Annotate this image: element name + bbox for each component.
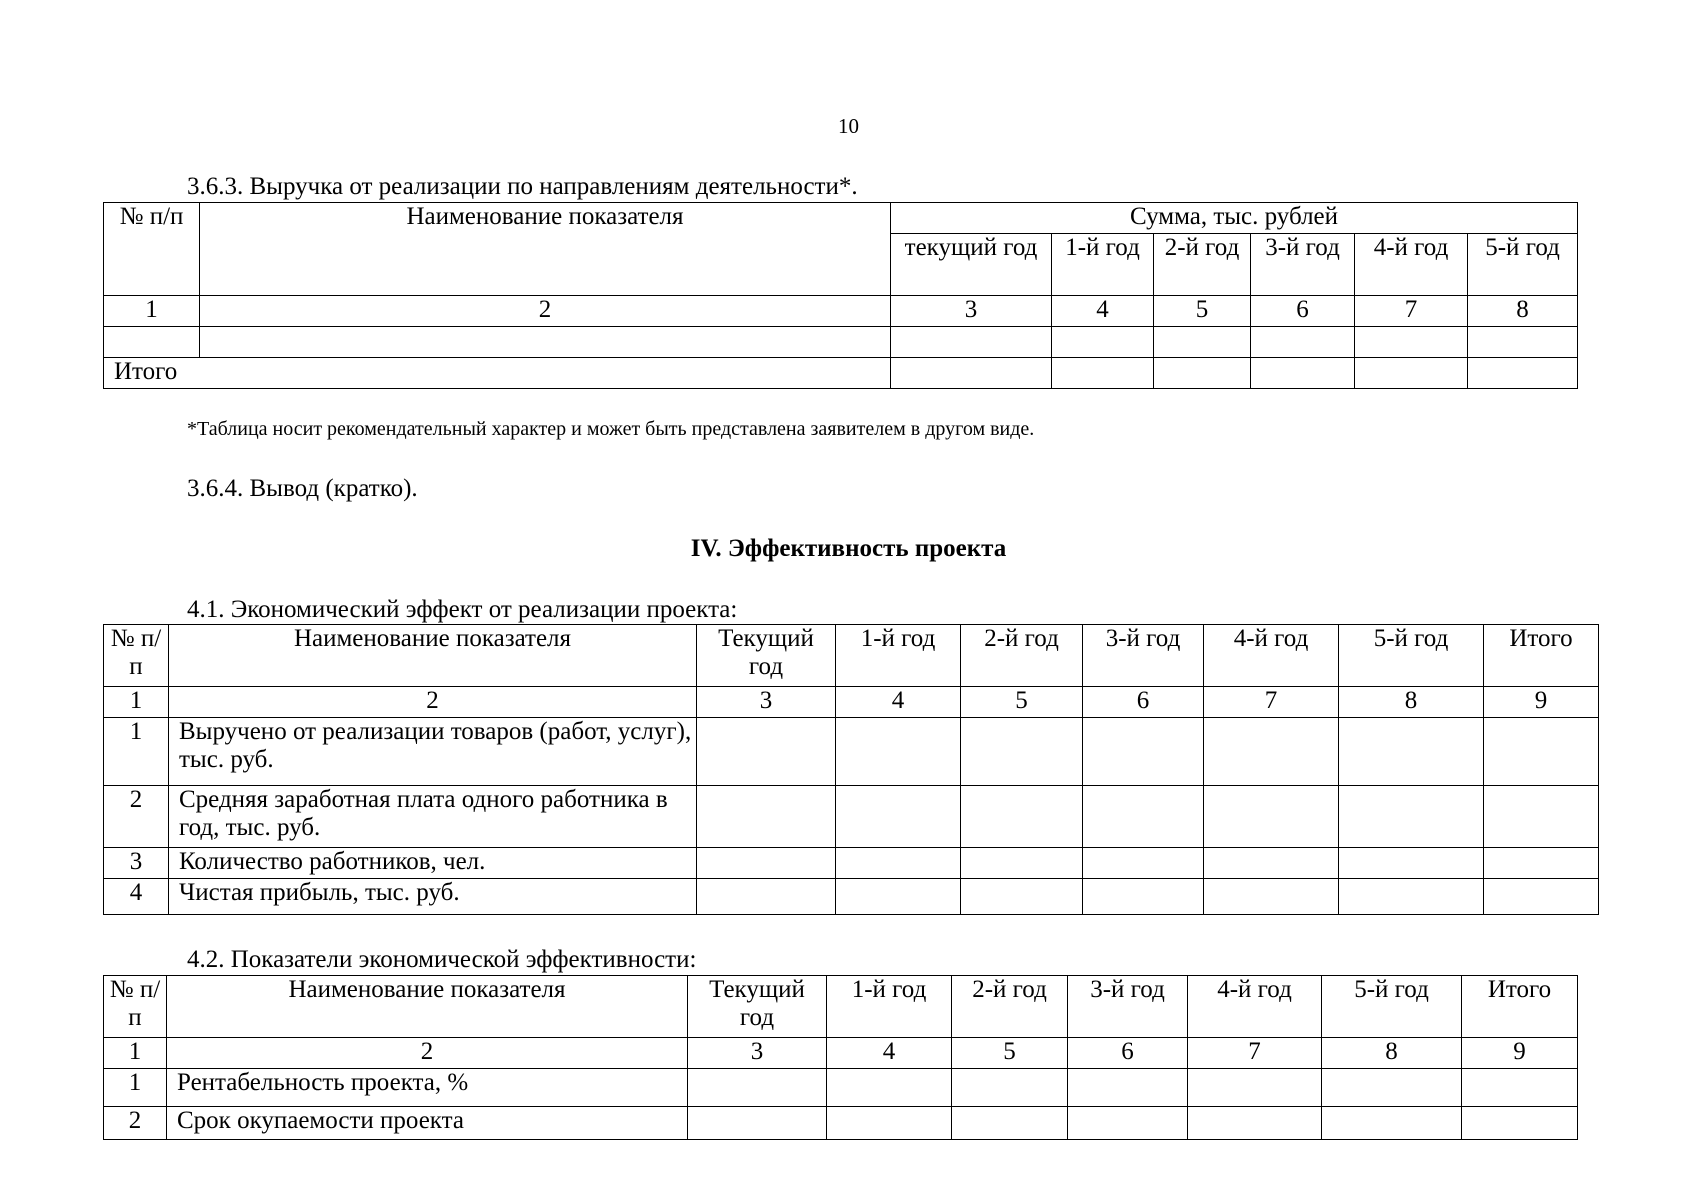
column-number: 5 bbox=[1154, 296, 1251, 327]
cell bbox=[200, 327, 891, 358]
column-number: 7 bbox=[1188, 1038, 1322, 1069]
cell bbox=[1068, 1069, 1188, 1107]
header-cell: 4-й год bbox=[1188, 976, 1322, 1038]
header-cell: 5-й год bbox=[1339, 625, 1484, 687]
header-name: Наименование показателя bbox=[200, 203, 891, 296]
cell bbox=[836, 718, 961, 786]
header-cell: 4-й год bbox=[1204, 625, 1339, 687]
row-number: 1 bbox=[104, 1069, 167, 1107]
cell bbox=[1339, 848, 1484, 879]
cell bbox=[1188, 1107, 1322, 1140]
row-number: 2 bbox=[104, 786, 169, 848]
header-cell: Наименование показателя bbox=[169, 625, 697, 687]
column-number: 1 bbox=[104, 296, 200, 327]
header-sum-group: Сумма, тыс. рублей bbox=[891, 203, 1578, 234]
cell bbox=[697, 879, 836, 915]
header-year: 5-й год bbox=[1468, 234, 1578, 296]
column-number: 4 bbox=[836, 687, 961, 718]
column-number: 6 bbox=[1068, 1038, 1188, 1069]
numbering-row bbox=[104, 1038, 1578, 1069]
cell bbox=[104, 327, 200, 358]
cell bbox=[827, 1107, 952, 1140]
cell bbox=[1204, 786, 1339, 848]
table-row bbox=[104, 718, 1599, 786]
cell bbox=[1468, 327, 1578, 358]
numbering-row bbox=[104, 296, 1578, 327]
cell bbox=[1052, 358, 1154, 389]
cell bbox=[1251, 358, 1355, 389]
header-no: № п/п bbox=[104, 203, 200, 296]
row-number: 2 bbox=[104, 1107, 167, 1140]
cell bbox=[1462, 1069, 1578, 1107]
header-year: 3-й год bbox=[1251, 234, 1355, 296]
column-number: 9 bbox=[1462, 1038, 1578, 1069]
cell bbox=[1322, 1107, 1462, 1140]
row-name: Количество работников, чел. bbox=[169, 848, 697, 879]
table-row bbox=[104, 786, 1599, 848]
cell bbox=[1052, 327, 1154, 358]
header-cell: 3-й год bbox=[1068, 976, 1188, 1038]
page-number: 10 bbox=[838, 114, 859, 138]
column-number: 9 bbox=[1484, 687, 1599, 718]
header-cell: 5-й год bbox=[1322, 976, 1462, 1038]
column-number: 7 bbox=[1204, 687, 1339, 718]
column-number: 3 bbox=[697, 687, 836, 718]
row-name: Средняя заработная плата одного работника в год, тыс. руб. bbox=[169, 786, 697, 848]
cell bbox=[952, 1069, 1068, 1107]
row-number: 3 bbox=[104, 848, 169, 879]
cell bbox=[697, 786, 836, 848]
cell bbox=[1204, 879, 1339, 915]
column-number: 3 bbox=[688, 1038, 827, 1069]
header-cell: № п/п bbox=[104, 976, 167, 1038]
cell bbox=[1462, 1107, 1578, 1140]
cell bbox=[1484, 848, 1599, 879]
revenue-by-activity-table bbox=[103, 202, 1578, 389]
cell bbox=[1083, 786, 1204, 848]
column-number: 1 bbox=[104, 1038, 167, 1069]
cell bbox=[1083, 718, 1204, 786]
column-number: 4 bbox=[1052, 296, 1154, 327]
cell bbox=[961, 718, 1083, 786]
table-row bbox=[104, 848, 1599, 879]
cell bbox=[1484, 879, 1599, 915]
cell bbox=[1188, 1069, 1322, 1107]
cell bbox=[1204, 718, 1339, 786]
header-cell: 3-й год bbox=[1083, 625, 1204, 687]
cell bbox=[836, 786, 961, 848]
cell bbox=[1154, 327, 1251, 358]
cell bbox=[1322, 1069, 1462, 1107]
table-row bbox=[104, 1069, 1578, 1107]
section-363-caption: 3.6.3. Выручка от реализации по направлениям деятельности*. bbox=[187, 173, 858, 200]
cell bbox=[688, 1069, 827, 1107]
header-cell: 1-й год bbox=[836, 625, 961, 687]
column-number: 8 bbox=[1322, 1038, 1462, 1069]
header-cell: Наименование показателя bbox=[167, 976, 688, 1038]
cell bbox=[1355, 327, 1468, 358]
header-year: 4-й год bbox=[1355, 234, 1468, 296]
cell bbox=[961, 786, 1083, 848]
column-number: 2 bbox=[167, 1038, 688, 1069]
column-number: 1 bbox=[104, 687, 169, 718]
cell bbox=[1251, 327, 1355, 358]
cell bbox=[1468, 358, 1578, 389]
cell bbox=[1083, 879, 1204, 915]
row-name: Рентабельность проекта, % bbox=[167, 1069, 688, 1107]
cell bbox=[1068, 1107, 1188, 1140]
cell bbox=[1484, 718, 1599, 786]
column-number: 2 bbox=[200, 296, 891, 327]
header-cell: Текущий год bbox=[688, 976, 827, 1038]
column-number: 7 bbox=[1355, 296, 1468, 327]
cell bbox=[1083, 848, 1204, 879]
cell bbox=[836, 848, 961, 879]
column-number: 5 bbox=[952, 1038, 1068, 1069]
header-cell: № п/п bbox=[104, 625, 169, 687]
section-iv-heading: IV. Эффективность проекта bbox=[690, 535, 1007, 562]
section-364-caption: 3.6.4. Вывод (кратко). bbox=[187, 475, 418, 502]
cell bbox=[961, 848, 1083, 879]
cell bbox=[697, 848, 836, 879]
column-number: 8 bbox=[1468, 296, 1578, 327]
cell bbox=[1154, 358, 1251, 389]
column-number: 6 bbox=[1083, 687, 1204, 718]
table-row bbox=[104, 327, 1578, 358]
column-number: 6 bbox=[1251, 296, 1355, 327]
column-number: 8 bbox=[1339, 687, 1484, 718]
cell bbox=[1355, 358, 1468, 389]
total-row bbox=[104, 358, 1578, 389]
cell bbox=[688, 1107, 827, 1140]
cell bbox=[891, 358, 1052, 389]
economic-efficiency-table bbox=[103, 975, 1578, 1140]
numbering-row bbox=[104, 687, 1599, 718]
header-cell: 2-й год bbox=[952, 976, 1068, 1038]
economic-effect-table bbox=[103, 624, 1599, 915]
row-name: Выручено от реализации товаров (работ, услуг), тыс. руб. bbox=[169, 718, 697, 786]
table-row bbox=[104, 1107, 1578, 1140]
column-number: 4 bbox=[827, 1038, 952, 1069]
row-number: 4 bbox=[104, 879, 169, 915]
header-year: 2-й год bbox=[1154, 234, 1251, 296]
column-number: 2 bbox=[169, 687, 697, 718]
cell bbox=[1204, 848, 1339, 879]
cell bbox=[952, 1107, 1068, 1140]
header-cell: Текущий год bbox=[697, 625, 836, 687]
row-name: Срок окупаемости проекта bbox=[167, 1107, 688, 1140]
cell bbox=[827, 1069, 952, 1107]
row-name: Чистая прибыль, тыс. руб. bbox=[169, 879, 697, 915]
cell bbox=[891, 327, 1052, 358]
cell bbox=[1484, 786, 1599, 848]
column-number: 3 bbox=[891, 296, 1052, 327]
header-year: 1-й год bbox=[1052, 234, 1154, 296]
total-label: Итого bbox=[104, 358, 891, 389]
cell bbox=[1339, 879, 1484, 915]
header-year: текущий год bbox=[891, 234, 1052, 296]
section-41-caption: 4.1. Экономический эффект от реализации проекта: bbox=[187, 596, 738, 623]
cell bbox=[697, 718, 836, 786]
cell bbox=[961, 879, 1083, 915]
column-number: 5 bbox=[961, 687, 1083, 718]
cell bbox=[836, 879, 961, 915]
table-footnote: *Таблица носит рекомендательный характер и может быть представлена заявителем в другом виде. bbox=[187, 418, 1035, 440]
table-row bbox=[104, 879, 1599, 915]
header-row bbox=[104, 976, 1578, 1038]
row-number: 1 bbox=[104, 718, 169, 786]
header-cell: 1-й год bbox=[827, 976, 952, 1038]
cell bbox=[1339, 718, 1484, 786]
header-cell: Итого bbox=[1484, 625, 1599, 687]
section-42-caption: 4.2. Показатели экономической эффективности: bbox=[187, 946, 697, 973]
header-cell: Итого bbox=[1462, 976, 1578, 1038]
header-row bbox=[104, 625, 1599, 687]
header-cell: 2-й год bbox=[961, 625, 1083, 687]
cell bbox=[1339, 786, 1484, 848]
